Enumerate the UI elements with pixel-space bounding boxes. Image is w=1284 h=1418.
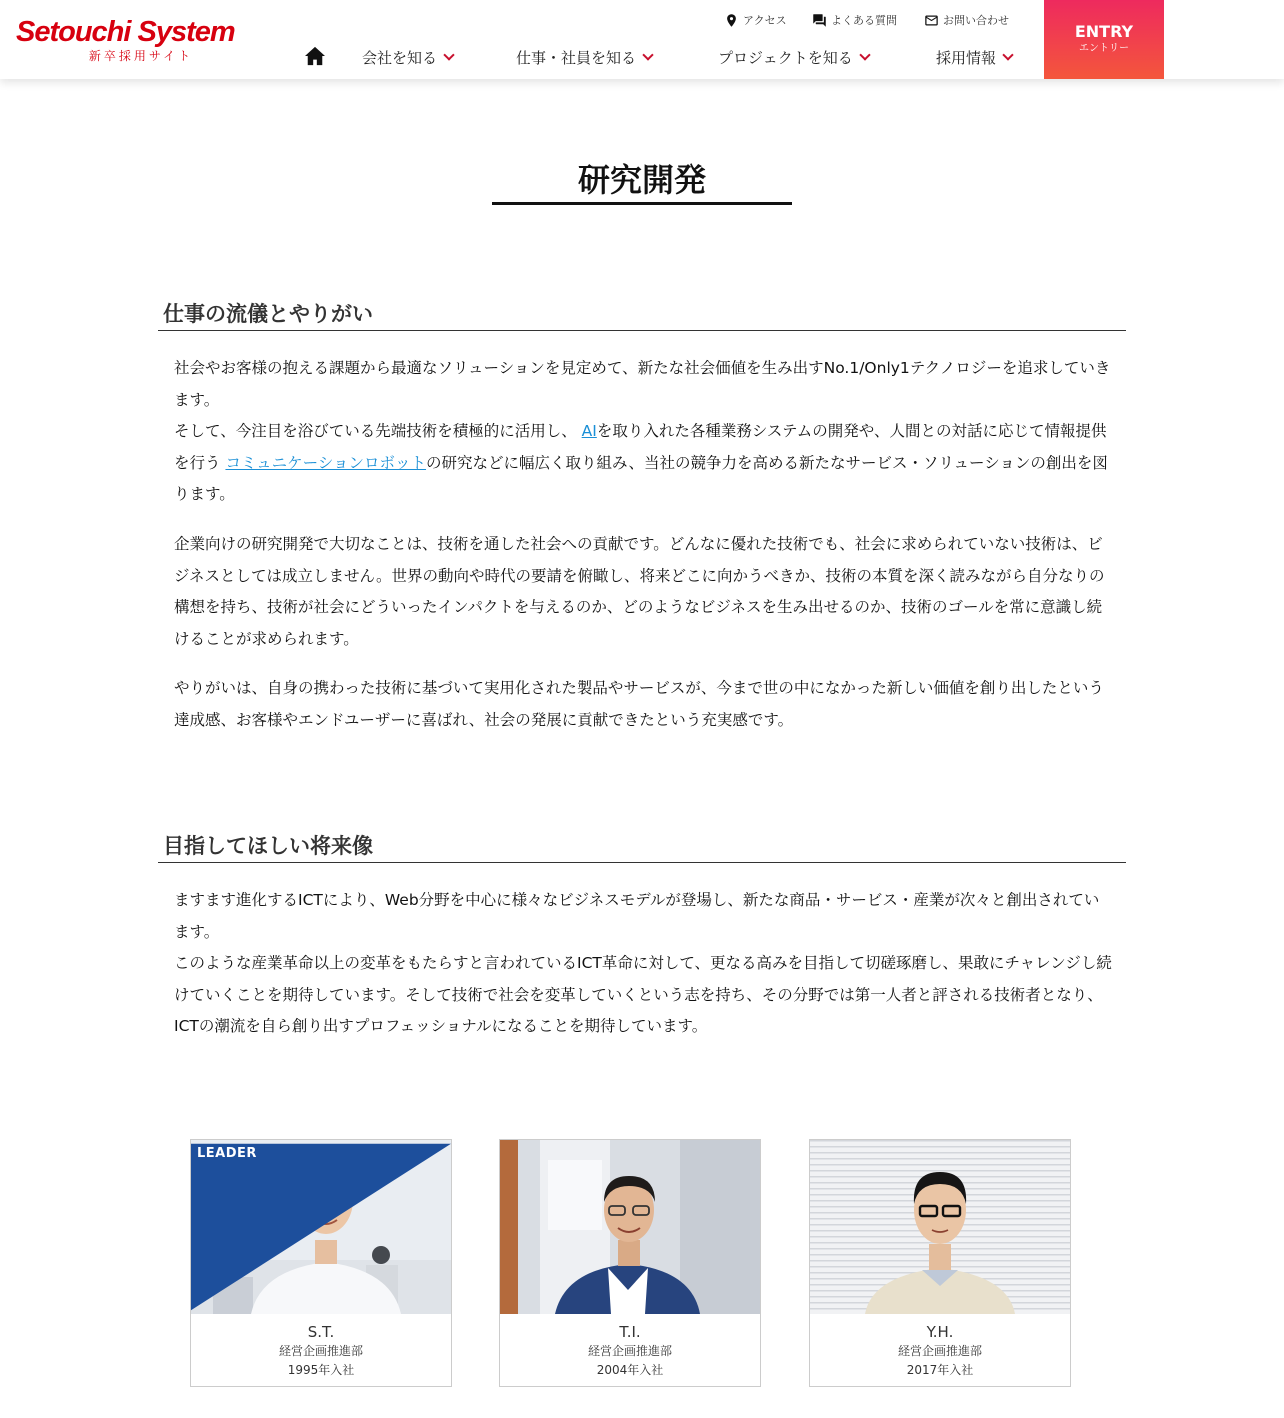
member-photo (500, 1140, 760, 1314)
member-card[interactable] (499, 1139, 761, 1387)
leader-badge: LEADER (197, 1146, 257, 1161)
site-logo[interactable] (16, 16, 266, 66)
member-name: S.T. (307, 1323, 335, 1341)
mail-icon (924, 13, 939, 28)
member-join-year: 1995年入社 (287, 1363, 355, 1377)
member-name: Y.H. (926, 1323, 954, 1341)
map-pin-icon (724, 13, 739, 28)
access-label: アクセス (743, 14, 787, 27)
text-span: そして、今注目を浴びている先端技術を積極的に活用し、 (174, 422, 577, 441)
nav-project-label: プロジェクトを知る (718, 48, 853, 67)
section1-paragraph-2: 企業向けの研究開発で大切なことは、技術を通した社会への貢献です。どんなに優れた技術でも、社会に求められていない技術は、ビジネスとしては成立しません。世界の動向や時代の要請を俯瞰し、将来どこに向かうべきか、技術の本質を深く読みながら自分なりの構想を持ち、技術が社会にどういったインパクトを与えるのか、どのようなビジネスを生み出せるのか、技術のゴールを常に意識し続けることが求められます。 (174, 535, 1105, 648)
section-heading-text: 仕事の流儀とやりがい (163, 302, 373, 326)
ai-link[interactable]: AI (581, 422, 597, 441)
member-join-year: 2004年入社 (596, 1363, 664, 1377)
nav-work-label: 仕事・社員を知る (516, 48, 637, 67)
section1-paragraph-3: やりがいは、自身の携わった技術に基づいて実用化された製品やサービスが、今まで世の中になかった新しい価値を創り出したという達成感、お客様やエンドユーザーに喜ばれ、社会の発展に貢献できたという充実感です。 (174, 679, 1104, 729)
member-join-year: 2017年入社 (906, 1363, 974, 1377)
member-department: 経営企画推進部 (587, 1344, 672, 1358)
entry-sublabel: エントリー (1079, 43, 1129, 54)
chevron-down-icon (642, 49, 653, 60)
logo-wordmark: Setouchi System (16, 16, 235, 48)
entry-label: ENTRY (1074, 22, 1134, 41)
nav-company[interactable] (362, 46, 453, 68)
faq-label: よくある質問 (831, 14, 897, 27)
section-heading-work-style (158, 301, 1126, 331)
nav-project[interactable] (718, 46, 869, 68)
member-card[interactable] (809, 1139, 1071, 1387)
chat-icon (812, 13, 827, 28)
chevron-down-icon (859, 49, 870, 60)
contact-link[interactable] (924, 10, 1009, 30)
text-span: の研究などに幅広く取り組み、当社の競争力を高める新たなサービス・ソリューションの創出を図ります。 (174, 453, 1108, 504)
nav-company-label: 会社を知る (362, 48, 438, 67)
access-link[interactable] (724, 10, 787, 30)
page-title: 研究開発 (492, 160, 792, 205)
section-heading-text: 目指してほしい将来像 (163, 834, 373, 858)
text-span: ますます進化するICTにより、Web分野を中心に様々なビジネスモデルが登場し、新たな商品・サービス・産業が次々と創出されています。 (174, 891, 1100, 941)
logo-subtitle: 新卒採用サイト (88, 49, 194, 63)
chevron-down-icon (443, 49, 454, 60)
member-department: 経営企画推進部 (897, 1344, 982, 1358)
chevron-down-icon (1002, 49, 1013, 60)
nav-recruit[interactable] (936, 46, 1012, 68)
nav-home[interactable] (304, 46, 326, 66)
member-photo-illustration (500, 1140, 760, 1314)
text-span: 社会やお客様の抱える課題から最適なソリューションを見定めて、新たな社会価値を生み出すNo.1/Only1テクノロジーを追求していきます。 (174, 359, 1111, 409)
member-name: T.I. (619, 1323, 641, 1341)
member-photo-illustration (810, 1140, 1070, 1314)
text-span: このような産業革命以上の変革をもたらすと言われているICT革命に対して、更なる高みを目指して切磋琢磨し、果敢にチャレンジし続けていくことを期待しています。そして技術で社会を変革していくという志を持ち、その分野では第一人者と評される技術者となり、ICTの潮流を自ら創り出すプロフェッショナルになることを期待しています。 (174, 954, 1112, 1036)
site-header (0, 0, 1284, 79)
member-photo (810, 1140, 1070, 1314)
text-span: を取り入れた各種業務システムの開発や、人間との対話に応じて情報提供を行う (174, 422, 1107, 472)
communication-robot-link[interactable]: コミュニケーションロボット (225, 453, 427, 472)
section-heading-future-vision (158, 833, 1126, 863)
nav-work[interactable] (516, 46, 652, 68)
member-photo (191, 1140, 451, 1314)
member-department: 経営企画推進部 (278, 1344, 363, 1358)
section1-paragraph-1 (174, 353, 1114, 511)
section2-paragraph-1 (174, 885, 1114, 1043)
faq-link[interactable] (812, 10, 897, 30)
nav-recruit-label: 採用情報 (936, 48, 997, 67)
home-icon (304, 46, 326, 66)
member-card[interactable] (190, 1139, 452, 1387)
entry-button[interactable] (1044, 0, 1164, 79)
leader-badge-shape (191, 1140, 451, 1314)
contact-label: お問い合わせ (943, 14, 1009, 27)
